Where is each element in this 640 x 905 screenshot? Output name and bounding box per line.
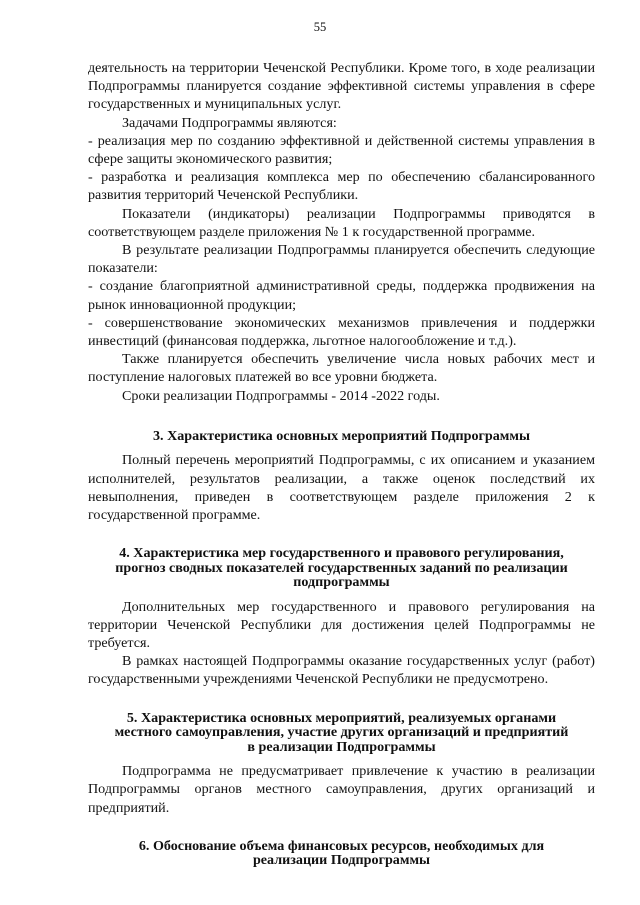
list-item-result-2: - совершенствование экономических механизмов привлечения и поддержки инвестиций (финансовая поддержка, льготное налогообложение и т.д.). — [88, 314, 595, 350]
list-item-task-1: - реализация мер по созданию эффективной и действенной системы управления в сфере защиты экономического развития; — [88, 132, 595, 168]
paragraph-results-intro: В результате реализации Подпрограммы планируется обеспечить следующие показатели: — [88, 242, 595, 277]
list-item-task-2: - разработка и реализация комплекса мер по обеспечению сбалансированного развития территорий Чеченской Республики. — [88, 169, 595, 204]
section-4-paragraph-1: Дополнительных мер государственного и правового регулирования на территории Чеченской Республики для достижения целей Подпрограммы не требуется. — [88, 598, 595, 652]
page-number: 55 — [313, 20, 327, 34]
section-3-heading: 3. Характеристика основных мероприятий Подпрограммы — [152, 427, 531, 444]
section-3-paragraph: Полный перечень мероприятий Подпрограммы, с их описанием и указанием исполнителей, результатов реализации, а также оценок последствий их невыполнения, приведен в соответствующем разделе приложения 2 к государственной программе. — [88, 452, 595, 523]
section-5-heading — [88, 711, 595, 755]
paragraph-continuation: деятельность на территории Чеченской Республики. Кроме того, в ходе реализации Подпрограммы планируется создание эффективной системы управления в сфере государственных и муниципальных услуг. — [88, 60, 595, 113]
section-5-heading-line-2: местного самоуправления, участие других организаций и предприятий — [114, 724, 569, 741]
section-4-heading-line-2: прогноз сводных показателей государственных заданий по реализации — [115, 559, 568, 576]
paragraph-indicators: Показатели (индикаторы) реализации Подпрограммы приводятся в соответствующем разделе приложения № 1 к государственной программе. — [88, 205, 595, 240]
paragraph-timeline: Сроки реализации Подпрограммы - 2014 -2022 годы. — [122, 387, 440, 404]
section-5-paragraph: Подпрограмма не предусматривает привлечение к участию в реализации Подпрограммы органов местного самоуправления, других организаций и предприятий. — [88, 763, 595, 816]
paragraph-tasks-intro: Задачами Подпрограммы являются: — [122, 114, 337, 131]
section-4-heading — [88, 546, 595, 590]
section-6-heading — [88, 839, 595, 868]
section-5-heading-line-1: 5. Характеристика основных мероприятий, реализуемых органами — [126, 709, 557, 726]
section-4-paragraph-2: В рамках настоящей Подпрограммы оказание государственных услуг (работ) государственными учреждениями Чеченской Республики не предусмотрено. — [88, 653, 595, 688]
section-4-heading-line-3: подпрограммы — [293, 574, 390, 591]
section-4-heading-line-1: 4. Характеристика мер государственного и правового регулирования, — [119, 545, 564, 562]
section-5-heading-line-3: в реализации Подпрограммы — [247, 738, 436, 755]
section-6-heading-line-1: 6. Обоснование объема финансовых ресурсов, необходимых для — [138, 837, 545, 854]
section-6-heading-line-2: реализации Подпрограммы — [252, 852, 431, 869]
page-content — [88, 59, 595, 868]
paragraph-jobs: Также планируется обеспечить увеличение числа новых рабочих мест и поступление налоговых платежей во все уровни бюджета. — [88, 351, 595, 386]
list-item-result-1: - создание благоприятной административной среды, поддержка продвижения на рынок инновационной продукции; — [88, 278, 595, 313]
